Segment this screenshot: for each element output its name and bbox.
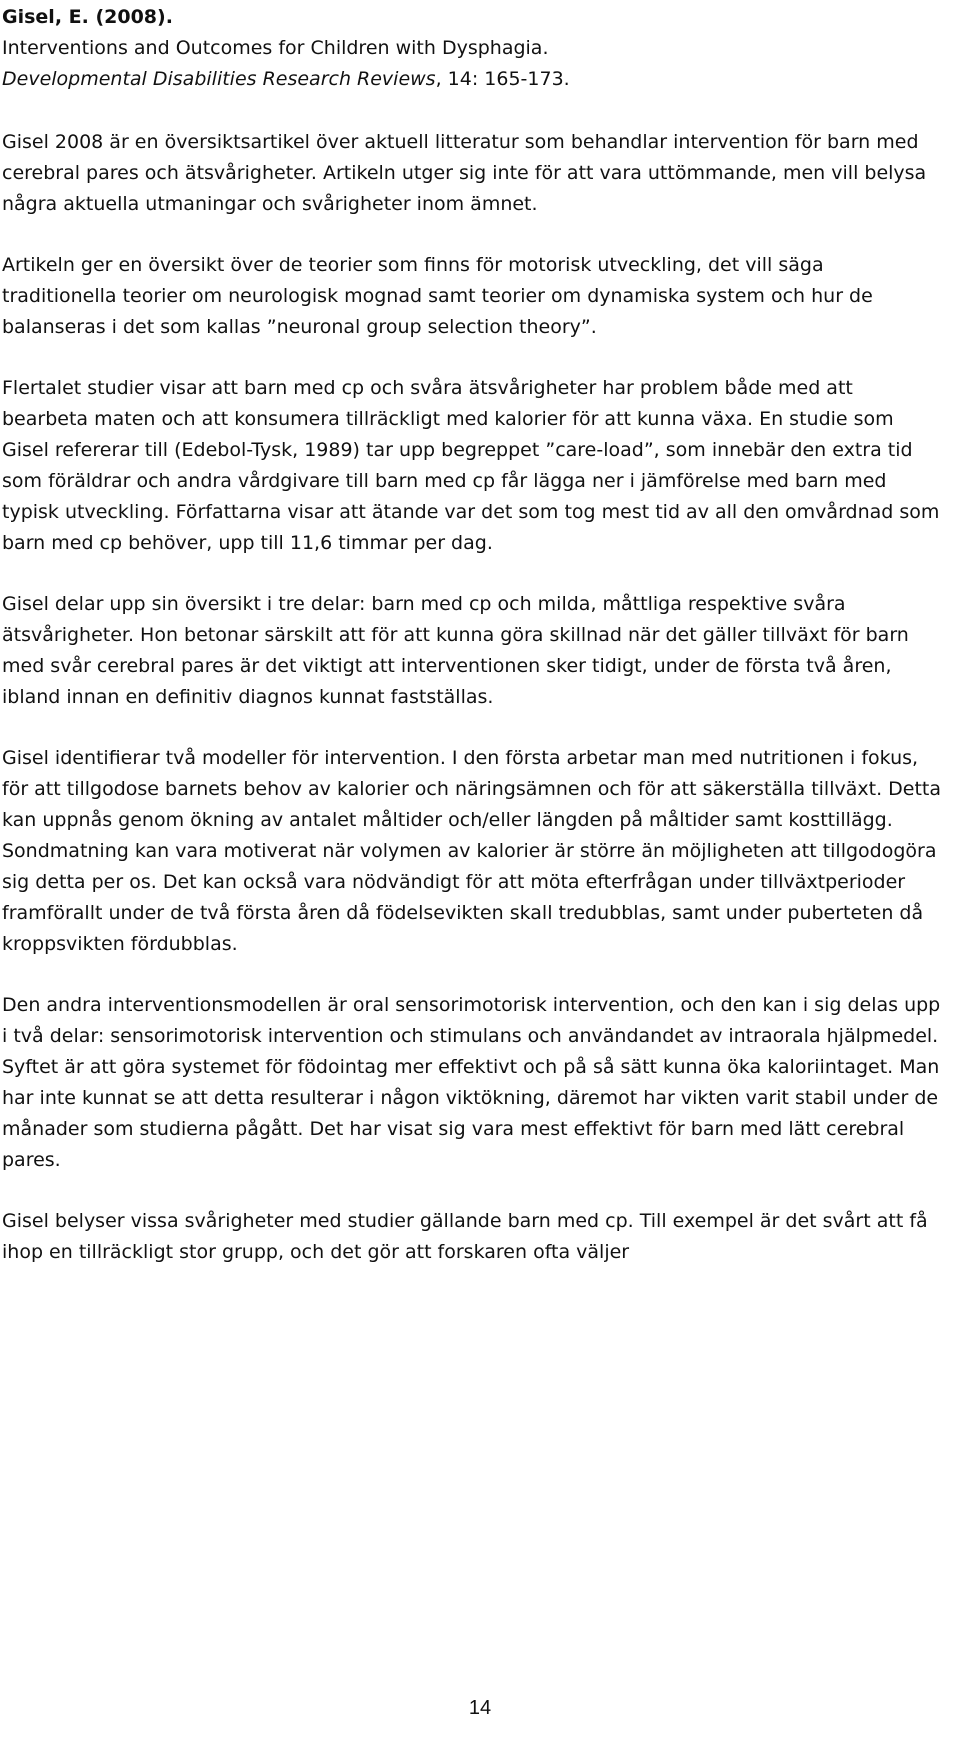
reference-author: Gisel, E. (2008). (2, 6, 173, 28)
page-number: 14 (468, 1697, 492, 1719)
reference-title: Interventions and Outcomes for Children with Dysphagia. (2, 37, 549, 59)
paragraph-7: Gisel belyser vissa svårigheter med studier gällande barn med cp. Till exempel är det svårt att få ihop en tillräckligt stor grupp, och det gör att forskaren ofta väljer (2, 1210, 928, 1263)
paragraph-1: Gisel 2008 är en översiktsartikel över aktuell litteratur som behandlar intervention för barn med cerebral pares och ätsvårigheter. Artikeln utger sig inte för att vara uttömmande, men vill belysa några aktuella utmaningar och svårigheter inom ämnet. (2, 131, 927, 215)
reference-source (2, 64, 942, 95)
paragraph-3: Flertalet studier visar att barn med cp och svåra ätsvårigheter har problem både med att bearbeta maten och att konsumera tillräckligt med kalorier för att kunna växa. En studie som Gisel refererar till (Edebol-Tysk, 1989) tar upp begreppet ”care-load”, som innebär den extra tid som föräldrar och andra vårdgivare till barn med cp får lägga ner i jämförelse med barn med typisk utveckling. Författarna visar att ätande var det som tog mest tid av all den omvårdnad som barn med cp behöver, upp till 11,6 timmar per dag. (2, 377, 940, 554)
reference-block (2, 2, 942, 95)
paragraph-4: Gisel delar upp sin översikt i tre delar: barn med cp och milda, måttliga respektive svåra ätsvårigheter. Hon betonar särskilt att för att kunna göra skillnad när det gäller tillväxt för barn med svår cerebral pares är det viktigt att interventionen sker tidigt, under de första två åren, ibland innan en definitiv diagnos kunnat fastställas. (2, 593, 909, 708)
document-page (2, 2, 942, 1268)
paragraph-5: Gisel identifierar två modeller för intervention. I den första arbetar man med nutritionen i fokus, för att tillgodose barnets behov av kalorier och näringsämnen och för att säkerställa tillväxt. Detta kan uppnås genom ökning av antalet måltider och/eller längden på måltider samt kosttillägg. Sondmatning kan vara motiverat när volymen av kalorier är större än möjligheten att tillgodogöra sig detta per os. Det kan också vara nödvändigt för att möta efterfrågan under tillväxtperioder framförallt under de två första åren då födelsevikten skall tredubblas, samt under puberteten då kroppsvikten fördubblas. (2, 747, 942, 955)
paragraph-2: Artikeln ger en översikt över de teorier som finns för motorisk utveckling, det vill säga traditionella teorier om neurologisk mognad samt teorier om dynamiska system och hur de balanseras i det som kallas ”neuronal group selection theory”. (2, 254, 873, 338)
paragraph-6: Den andra interventionsmodellen är oral sensorimotorisk intervention, och den kan i sig delas upp i två delar: sensorimotorisk intervention och stimulans och användandet av intraorala hjälpmedel. Syftet är att göra systemet för födointag mer effektivt och på så sätt kunna öka kaloriintaget. Man har inte kunnat se att detta resulterar i någon viktökning, däremot har vikten varit stabil under de månader som studierna pågått. Det har visat sig vara mest effektivt för barn med lätt cerebral pares. (2, 994, 941, 1171)
reference-journal: Developmental Disabilities Research Reviews (2, 68, 436, 90)
reference-details: , 14: 165-173. (435, 68, 570, 90)
